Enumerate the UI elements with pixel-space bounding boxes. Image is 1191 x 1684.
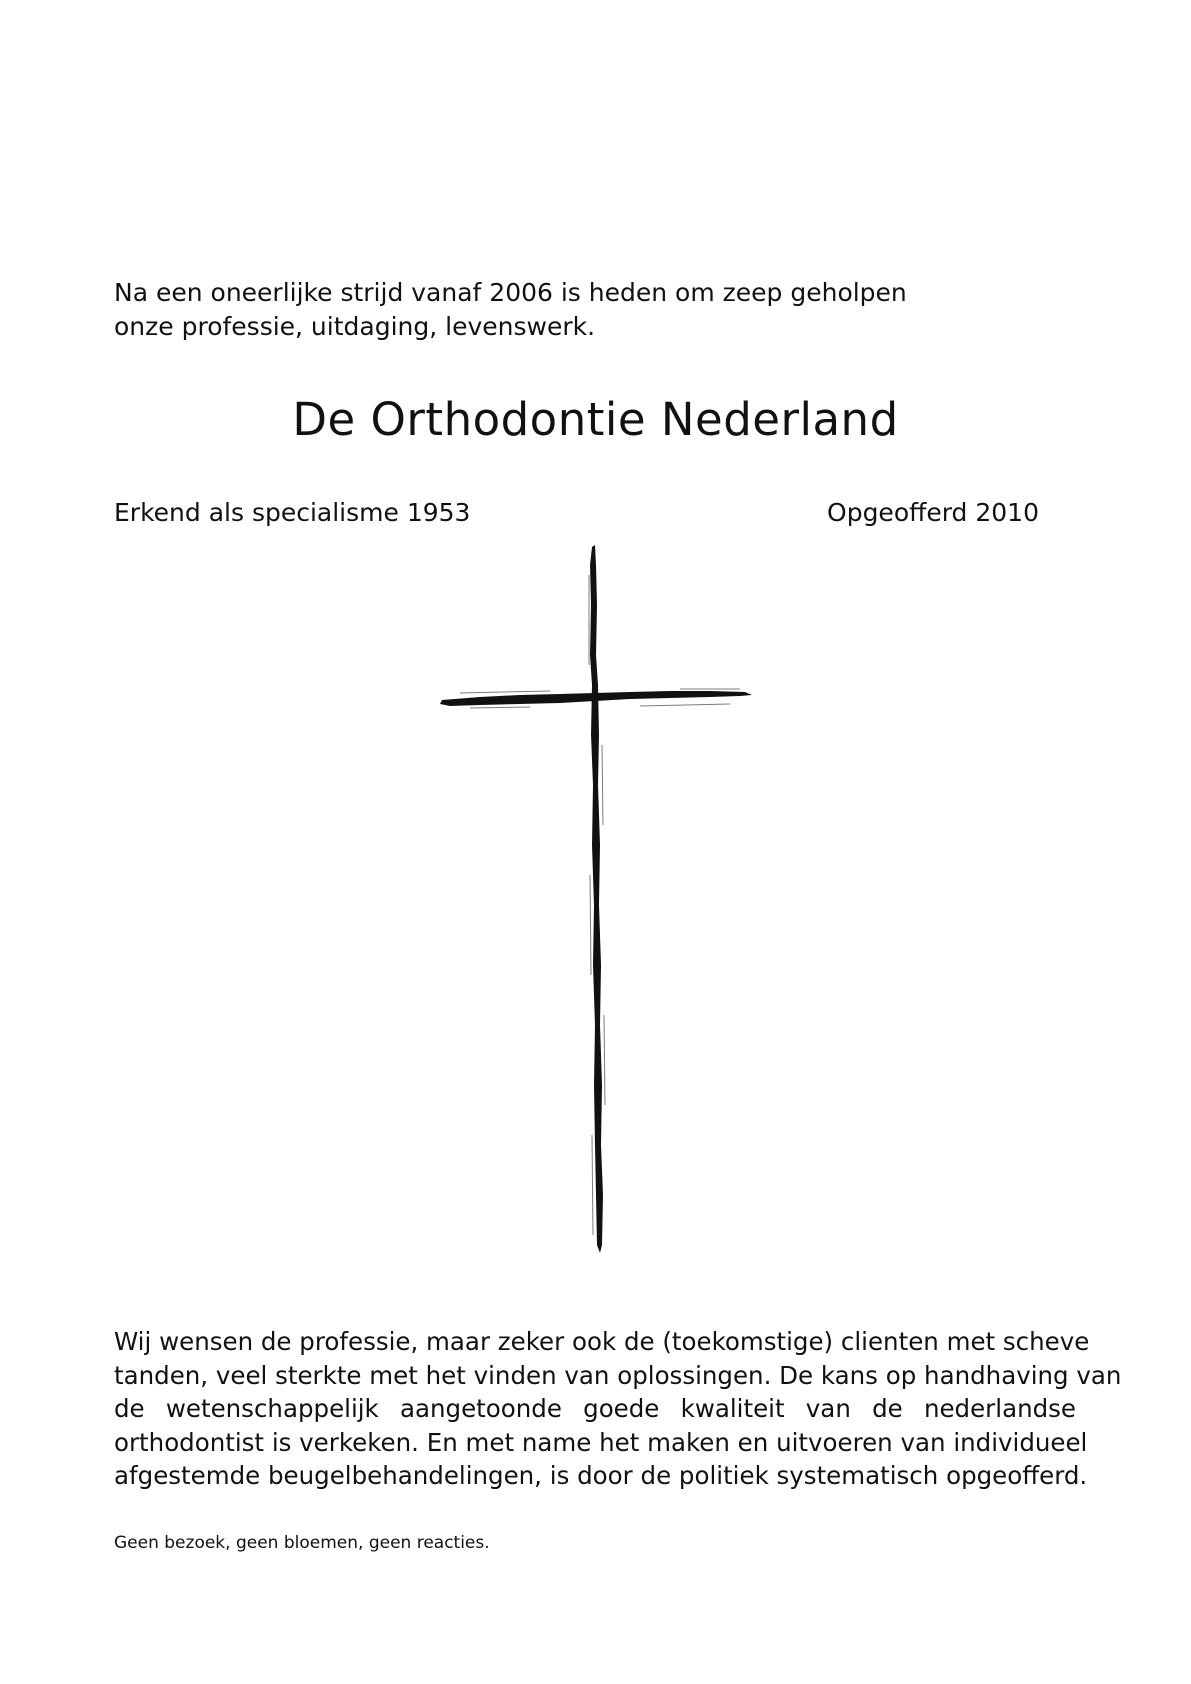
- cross-icon: [440, 545, 760, 1255]
- body-text: [114, 1325, 1122, 1493]
- body-line: de wetenschappelijk aangetoonde goede kwaliteit van de nederlandse: [114, 1394, 1076, 1424]
- body-line: afgestemde beugelbehandelingen, is door de politiek systematisch opgeofferd.: [114, 1461, 1088, 1491]
- recognized-date: Erkend als specialisme 1953: [114, 498, 471, 527]
- sacrificed-date: Opgeofferd 2010: [827, 498, 1039, 527]
- body-line: tanden, veel sterkte met het vinden van oplossingen. De kans op handhaving van: [114, 1360, 1122, 1390]
- intro-line: onze professie, uitdaging, levenswerk.: [114, 312, 596, 341]
- footnote: Geen bezoek, geen bloemen, geen reacties.: [114, 1533, 490, 1553]
- body-line: orthodontist is verkeken. En met name het maken en uitvoeren van individueel: [114, 1427, 1088, 1457]
- page-title: De Orthodontie Nederland: [292, 393, 899, 446]
- intro-text: [114, 276, 1074, 344]
- body-line: Wij wensen de professie, maar zeker ook de (toekomstige) clienten met scheve: [114, 1327, 1090, 1356]
- intro-line: Na een oneerlijke strijd vanaf 2006 is heden om zeep geholpen: [114, 278, 907, 307]
